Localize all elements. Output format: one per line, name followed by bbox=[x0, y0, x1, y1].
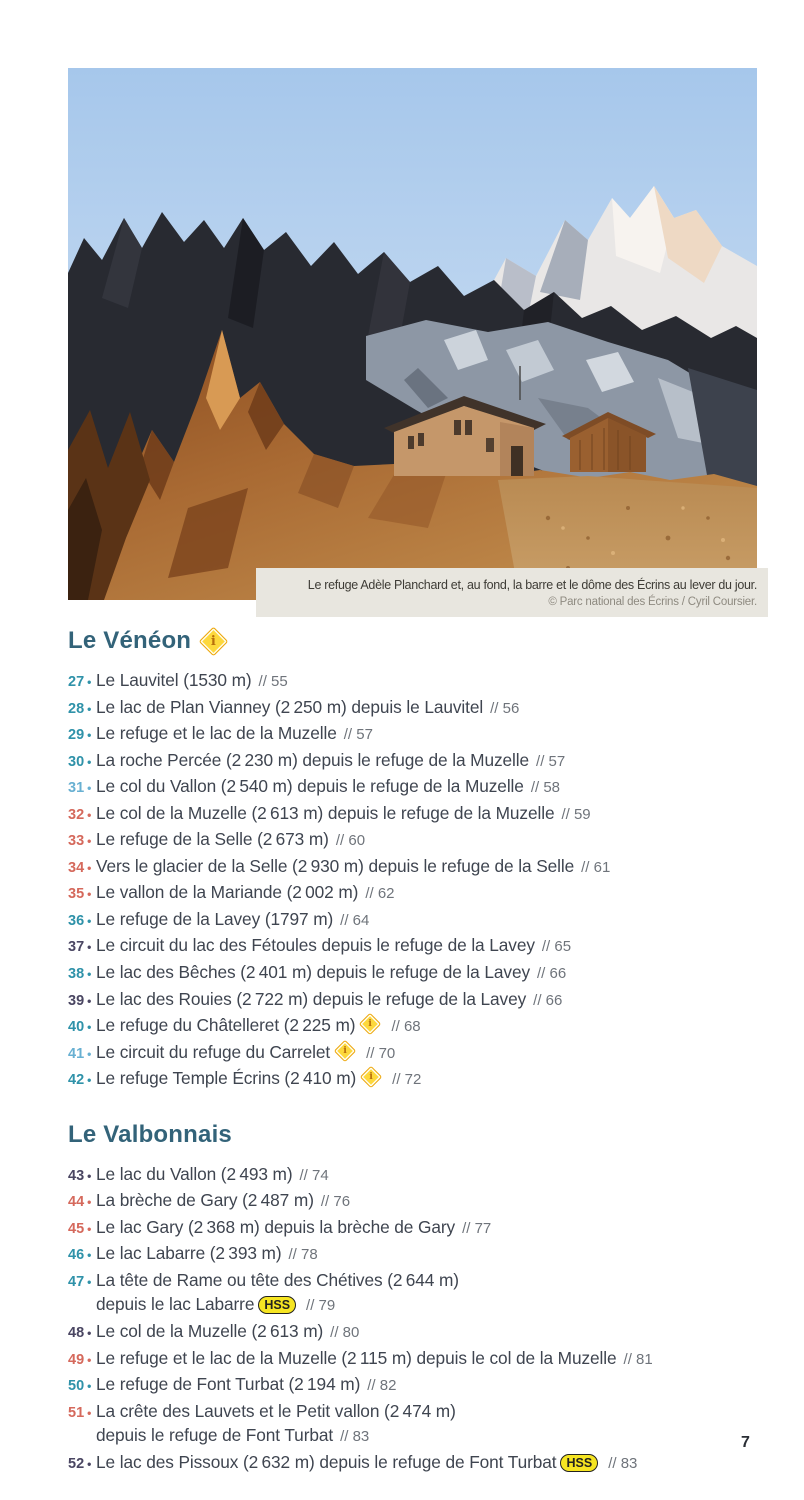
bullet-dot: • bbox=[87, 1221, 92, 1236]
entry-text: Le col du Vallon (2 540 m) depuis le refuge de la Muzelle bbox=[96, 776, 524, 797]
entry-line bbox=[96, 1013, 774, 1040]
entry-line bbox=[96, 1162, 774, 1189]
toc-entry[interactable] bbox=[68, 1215, 774, 1242]
toc-entry[interactable] bbox=[68, 1372, 774, 1399]
bullet-dot: • bbox=[87, 1326, 92, 1341]
entry-line bbox=[96, 695, 774, 722]
entry-number: 48 • bbox=[68, 1325, 92, 1342]
toc-entry[interactable] bbox=[68, 1450, 774, 1477]
entry-text: La roche Percée (2 230 m) depuis le refuge de la Muzelle bbox=[96, 749, 530, 770]
entry-body bbox=[96, 695, 774, 722]
entry-page-ref: // 83 bbox=[608, 1454, 638, 1472]
entry-body bbox=[96, 933, 774, 960]
bullet-dot: • bbox=[87, 807, 92, 822]
entry-line bbox=[96, 880, 774, 907]
entry-page-ref: // 56 bbox=[490, 699, 520, 717]
bullet-dot: • bbox=[87, 860, 92, 875]
bullet-dot: • bbox=[87, 781, 92, 796]
entry-text: Le lac des Rouies (2 722 m) depuis le refuge de la Lavey bbox=[96, 988, 527, 1009]
entry-number: 46 • bbox=[68, 1247, 92, 1264]
entry-line bbox=[96, 668, 774, 695]
toc-entry[interactable] bbox=[68, 987, 774, 1014]
entry-body bbox=[96, 827, 774, 854]
entry-body bbox=[96, 1450, 774, 1477]
entry-text: Le refuge de la Lavey (1797 m) bbox=[96, 908, 334, 929]
bullet-dot: • bbox=[87, 1379, 92, 1394]
entry-body bbox=[96, 1399, 774, 1450]
entry-text: Le refuge de la Selle (2 673 m) bbox=[96, 829, 329, 850]
toc-section bbox=[68, 1120, 774, 1477]
section-title-text: Le Valbonnais bbox=[68, 1120, 232, 1148]
entry-page-ref: // 65 bbox=[541, 938, 572, 956]
entry-page-ref: // 55 bbox=[258, 673, 288, 690]
toc-entry[interactable] bbox=[68, 1066, 774, 1093]
entry-page-ref: // 70 bbox=[366, 1044, 396, 1062]
entry-number: 47 • bbox=[68, 1273, 92, 1290]
entry-page-ref: // 60 bbox=[335, 832, 366, 850]
toc-entry[interactable] bbox=[68, 1399, 774, 1450]
entry-line bbox=[96, 1268, 774, 1293]
bullet-dot: • bbox=[87, 967, 92, 982]
entry-line bbox=[96, 1319, 774, 1346]
entry-page-ref: // 62 bbox=[365, 885, 395, 903]
entry-page-ref: // 57 bbox=[343, 726, 373, 744]
toc-entry[interactable] bbox=[68, 827, 774, 854]
toc-entry[interactable] bbox=[68, 933, 774, 960]
entry-body bbox=[96, 1268, 774, 1319]
entry-text: La brèche de Gary (2 487 m) bbox=[96, 1190, 314, 1211]
toc-entry[interactable] bbox=[68, 1346, 774, 1373]
entry-body bbox=[96, 721, 774, 748]
entry-page-ref: // 77 bbox=[462, 1219, 492, 1237]
toc-items bbox=[68, 668, 774, 1093]
entry-number: 51 • bbox=[68, 1404, 92, 1421]
toc-entry[interactable] bbox=[68, 1268, 774, 1319]
entry-line bbox=[96, 801, 774, 828]
entry-line bbox=[96, 1346, 774, 1373]
entry-text: Le lac des Bêches (2 401 m) depuis le refuge de la Lavey bbox=[96, 962, 531, 983]
toc-entry[interactable] bbox=[68, 854, 774, 881]
entry-body bbox=[96, 1040, 774, 1067]
entry-number: 45 • bbox=[68, 1220, 92, 1237]
bullet-dot: • bbox=[87, 993, 92, 1008]
entry-number: 52 • bbox=[68, 1455, 92, 1472]
entry-text: Le Lauvitel (1530 m) bbox=[96, 670, 252, 690]
entry-text: depuis le lac Labarre bbox=[96, 1294, 255, 1315]
entry-number: 40 • bbox=[68, 1019, 92, 1036]
entry-body bbox=[96, 907, 774, 934]
toc-entry[interactable] bbox=[68, 960, 774, 987]
entry-line bbox=[96, 1040, 774, 1067]
photo-caption-box bbox=[256, 568, 768, 617]
info-icon: i bbox=[334, 1039, 357, 1062]
entry-number: 35 • bbox=[68, 886, 92, 903]
entry-body bbox=[96, 748, 774, 775]
toc-entry[interactable] bbox=[68, 801, 774, 828]
toc-entry[interactable] bbox=[68, 1319, 774, 1346]
toc-items bbox=[68, 1162, 774, 1477]
info-icon: i bbox=[199, 626, 229, 656]
toc-entry[interactable] bbox=[68, 880, 774, 907]
bullet-dot: • bbox=[87, 675, 92, 689]
entry-body bbox=[96, 668, 774, 695]
toc-entry[interactable] bbox=[68, 774, 774, 801]
entry-body bbox=[96, 960, 774, 987]
entry-page-ref: // 59 bbox=[561, 805, 591, 823]
bullet-dot: • bbox=[87, 940, 92, 955]
entry-line bbox=[96, 1188, 774, 1215]
entry-line bbox=[96, 721, 774, 748]
bullet-dot: • bbox=[87, 1456, 92, 1471]
bullet-dot: • bbox=[87, 1352, 92, 1367]
entry-number: 30 • bbox=[68, 753, 92, 770]
bullet-dot: • bbox=[87, 1248, 92, 1263]
entry-line bbox=[96, 1372, 774, 1399]
page-number: 7 bbox=[741, 1434, 750, 1451]
entry-number: 29 • bbox=[68, 727, 92, 744]
entry-line bbox=[96, 1215, 774, 1242]
entry-text: Le lac Labarre (2 393 m) bbox=[96, 1243, 282, 1264]
toc-section bbox=[68, 626, 774, 1093]
entry-number: 31 • bbox=[68, 780, 92, 797]
entry-body bbox=[96, 854, 774, 881]
entry-line bbox=[96, 987, 774, 1014]
entry-text: Le refuge de Font Turbat (2 194 m) bbox=[96, 1374, 361, 1395]
entry-number: 43 • bbox=[68, 1167, 92, 1184]
photo-credit: © Parc national des Écrins / Cyril Coursier. bbox=[548, 596, 757, 608]
entry-body bbox=[96, 1013, 774, 1040]
toc-entry[interactable] bbox=[68, 907, 774, 934]
entry-line bbox=[96, 907, 774, 934]
entry-line bbox=[96, 1399, 774, 1424]
info-icon: i bbox=[360, 1066, 383, 1089]
entry-line bbox=[96, 827, 774, 854]
entry-text: Vers le glacier de la Selle (2 930 m) depuis le refuge de la Selle bbox=[96, 855, 575, 876]
entry-line bbox=[96, 1241, 774, 1268]
entry-text: La tête de Rame ou tête des Chétives (2 644 m) bbox=[96, 1269, 459, 1290]
bullet-dot: • bbox=[87, 1020, 92, 1035]
bullet-dot: • bbox=[87, 728, 92, 743]
toc-entry[interactable] bbox=[68, 695, 774, 722]
entry-body bbox=[96, 1188, 774, 1215]
entry-page-ref: // 83 bbox=[340, 1428, 370, 1446]
entry-number: 34 • bbox=[68, 859, 92, 876]
entry-page-ref: // 64 bbox=[340, 911, 370, 929]
entry-number: 50 • bbox=[68, 1378, 92, 1395]
entry-body bbox=[96, 880, 774, 907]
bullet-dot: • bbox=[87, 1168, 92, 1183]
entry-text: Le col de la Muzelle (2 613 m) bbox=[96, 1321, 324, 1342]
entry-text: Le refuge et le lac de la Muzelle (2 115 m) depuis le col de la Muzelle bbox=[96, 1347, 617, 1368]
section-title-text: Le Vénéon bbox=[68, 627, 192, 654]
entry-text: Le circuit du lac des Fétoules depuis le refuge de la Lavey bbox=[96, 935, 535, 956]
entry-line bbox=[96, 933, 774, 960]
entry-page-ref: // 74 bbox=[299, 1166, 329, 1184]
entry-text: Le refuge et le lac de la Muzelle bbox=[96, 723, 337, 744]
entry-body bbox=[96, 1162, 774, 1189]
entry-body bbox=[96, 987, 774, 1014]
bullet-dot: • bbox=[87, 1073, 92, 1088]
toc-entry[interactable] bbox=[68, 1188, 774, 1215]
entry-text: Le lac Gary (2 368 m) depuis la brèche de Gary bbox=[96, 1216, 456, 1237]
hss-badge: HSS bbox=[560, 1454, 598, 1472]
entry-number: 27 • bbox=[68, 674, 92, 690]
entry-text: depuis le refuge de Font Turbat bbox=[96, 1425, 334, 1446]
bullet-dot: • bbox=[87, 1046, 92, 1061]
entry-text: Le vallon de la Mariande (2 002 m) bbox=[96, 882, 359, 903]
toc-entry[interactable] bbox=[68, 668, 774, 695]
entry-page-ref: // 72 bbox=[392, 1071, 422, 1089]
entry-text: Le lac de Plan Vianney (2 250 m) depuis le Lauvitel bbox=[96, 696, 484, 717]
entry-line bbox=[96, 1292, 774, 1319]
entry-page-ref: // 78 bbox=[288, 1246, 318, 1264]
entry-body bbox=[96, 1241, 774, 1268]
entry-number: 44 • bbox=[68, 1194, 92, 1211]
table-of-contents bbox=[68, 626, 774, 1476]
entry-line bbox=[96, 1066, 774, 1093]
hss-badge: HSS bbox=[258, 1296, 296, 1314]
bullet-dot: • bbox=[87, 1405, 92, 1420]
bullet-dot: • bbox=[87, 1195, 92, 1210]
entry-text: Le lac du Vallon (2 493 m) bbox=[96, 1163, 293, 1184]
entry-number: 41 • bbox=[68, 1045, 92, 1062]
entry-page-ref: // 82 bbox=[367, 1377, 397, 1395]
info-icon: i bbox=[359, 1013, 382, 1036]
entry-body bbox=[96, 1346, 774, 1373]
entry-text: Le refuge Temple Écrins (2 410 m) bbox=[96, 1068, 357, 1089]
entry-number: 36 • bbox=[68, 912, 92, 929]
entry-text: Le col de la Muzelle (2 613 m) depuis le refuge de la Muzelle bbox=[96, 802, 555, 823]
entry-line bbox=[96, 854, 774, 881]
bullet-dot: • bbox=[87, 887, 92, 902]
entry-body bbox=[96, 1215, 774, 1242]
toc-entry[interactable] bbox=[68, 1040, 774, 1067]
entry-page-ref: // 66 bbox=[537, 965, 567, 983]
entry-text: Le circuit du refuge du Carrelet bbox=[96, 1041, 331, 1062]
entry-page-ref: // 79 bbox=[306, 1297, 336, 1315]
entry-number: 49 • bbox=[68, 1351, 92, 1368]
photo-caption: Le refuge Adèle Planchard et, au fond, la barre et le dôme des Écrins au lever du jour. bbox=[307, 578, 757, 592]
toc-entry[interactable] bbox=[68, 1162, 774, 1189]
entry-page-ref: // 61 bbox=[581, 858, 611, 876]
entry-number: 38 • bbox=[68, 966, 92, 983]
entry-number: 42 • bbox=[68, 1072, 92, 1089]
toc-entry[interactable] bbox=[68, 721, 774, 748]
entry-page-ref: // 76 bbox=[320, 1193, 351, 1211]
toc-entry[interactable] bbox=[68, 1241, 774, 1268]
toc-entry[interactable] bbox=[68, 1013, 774, 1040]
entry-number: 39 • bbox=[68, 992, 92, 1009]
entry-number: 28 • bbox=[68, 700, 92, 717]
entry-line bbox=[96, 1450, 774, 1477]
entry-page-ref: // 80 bbox=[330, 1324, 360, 1342]
entry-page-ref: // 58 bbox=[530, 779, 560, 797]
entry-line bbox=[96, 960, 774, 987]
entry-body bbox=[96, 801, 774, 828]
entry-number: 32 • bbox=[68, 806, 92, 823]
bullet-dot: • bbox=[87, 834, 92, 849]
mountain-photo-illustration bbox=[68, 68, 757, 600]
toc-entry[interactable] bbox=[68, 748, 774, 775]
entry-line bbox=[96, 774, 774, 801]
entry-text: Le refuge du Châtelleret (2 225 m) bbox=[96, 1015, 356, 1036]
entry-page-ref: // 57 bbox=[536, 752, 566, 770]
entry-page-ref: // 66 bbox=[533, 991, 563, 1009]
entry-text: La crête des Lauvets et le Petit vallon (2 474 m) bbox=[96, 1400, 456, 1421]
entry-number: 33 • bbox=[68, 833, 92, 850]
entry-body bbox=[96, 1319, 774, 1346]
entry-body bbox=[96, 1066, 774, 1093]
entry-line bbox=[96, 748, 774, 775]
bullet-dot: • bbox=[87, 1274, 92, 1289]
entry-page-ref: // 81 bbox=[623, 1350, 653, 1368]
bullet-dot: • bbox=[87, 701, 92, 716]
section-title bbox=[68, 1120, 774, 1150]
entry-line bbox=[96, 1423, 774, 1450]
section-title bbox=[68, 626, 774, 656]
bullet-dot: • bbox=[87, 913, 92, 928]
hero-photo bbox=[68, 68, 757, 608]
entry-text: Le lac des Pissoux (2 632 m) depuis le refuge de Font Turbat bbox=[96, 1451, 557, 1472]
entry-body bbox=[96, 1372, 774, 1399]
entry-number: 37 • bbox=[68, 939, 92, 956]
entry-body bbox=[96, 774, 774, 801]
bullet-dot: • bbox=[87, 754, 92, 769]
entry-page-ref: // 68 bbox=[391, 1018, 421, 1036]
